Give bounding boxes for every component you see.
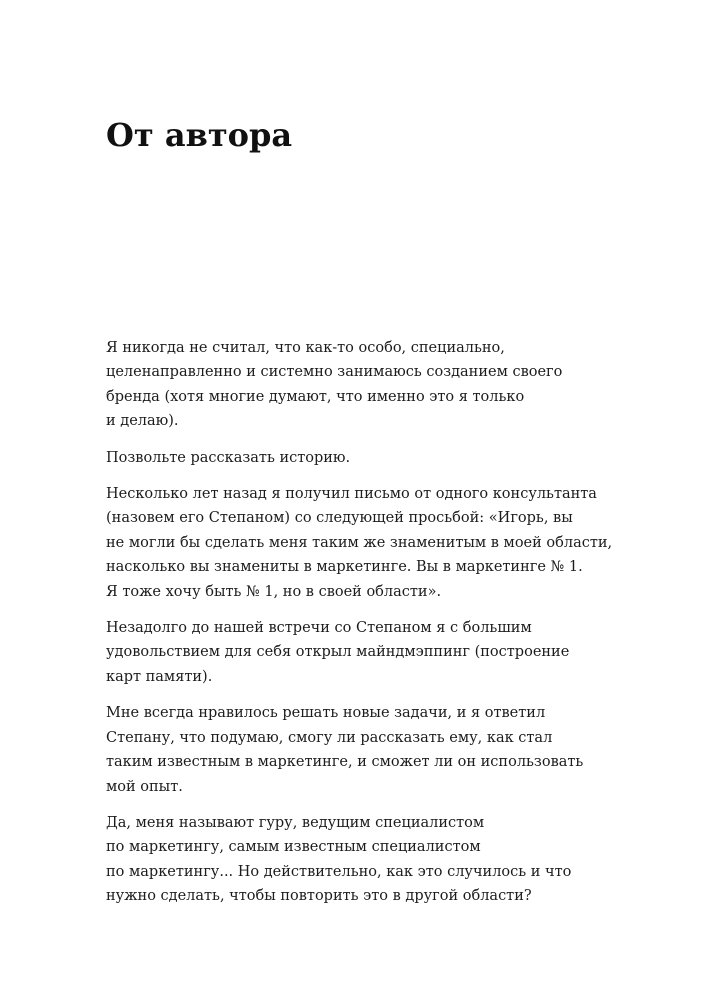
text-line: Несколько лет назад я получил письмо от одного консультанта <box>106 486 597 503</box>
text-line: бренда (хотя многие думают, что именно это я только <box>106 388 525 405</box>
text-line: карт памяти). <box>106 668 213 685</box>
paragraph-6 <box>106 811 576 909</box>
text-line: Я тоже хочу быть № 1, но в своей области». <box>106 583 442 600</box>
text-line: нужно сделать, чтобы повторить это в другой области? <box>106 888 532 905</box>
paragraph-2 <box>106 446 576 470</box>
paragraph-4 <box>106 616 576 689</box>
text-line: не могли бы сделать меня таким же знаменитым в моей области, <box>106 534 613 551</box>
chapter-title: От автора <box>106 116 293 154</box>
paragraph-1 <box>106 336 576 434</box>
text-line: таким известным в маркетинге, и сможет ли он использовать <box>106 754 584 771</box>
text-line: (назовем его Степаном) со следующей просьбой: «Игорь, вы <box>106 510 573 527</box>
text-line: по маркетингу, самым известным специалистом <box>106 839 481 856</box>
text-line: целенаправленно и системно занимаюсь созданием своего <box>106 364 563 381</box>
text-line: Мне всегда нравилось решать новые задачи, и я ответил <box>106 705 546 722</box>
text-line: Незадолго до нашей встречи со Степаном я с большим <box>106 620 532 637</box>
paragraph-3 <box>106 482 613 604</box>
paragraph-5 <box>106 701 584 799</box>
text-line: насколько вы знамениты в маркетинге. Вы в маркетинге № 1. <box>106 559 583 576</box>
text-line: Я никогда не считал, что как-то особо, специально, <box>106 340 505 356</box>
text-line: Позвольте рассказать историю. <box>106 449 351 466</box>
text-line: удовольствием для себя открыл майндмэппинг (построение <box>106 644 570 661</box>
text-line: Степану, что подумаю, смогу ли рассказать ему, как стал <box>106 729 553 746</box>
text-line: мой опыт. <box>106 778 183 795</box>
text-line: и делаю). <box>106 413 179 430</box>
chapter-body <box>106 336 613 921</box>
text-line: по маркетингу... Но действительно, как это случилось и что <box>106 863 572 880</box>
text-line: Да, меня называют гуру, ведущим специалистом <box>106 814 485 831</box>
